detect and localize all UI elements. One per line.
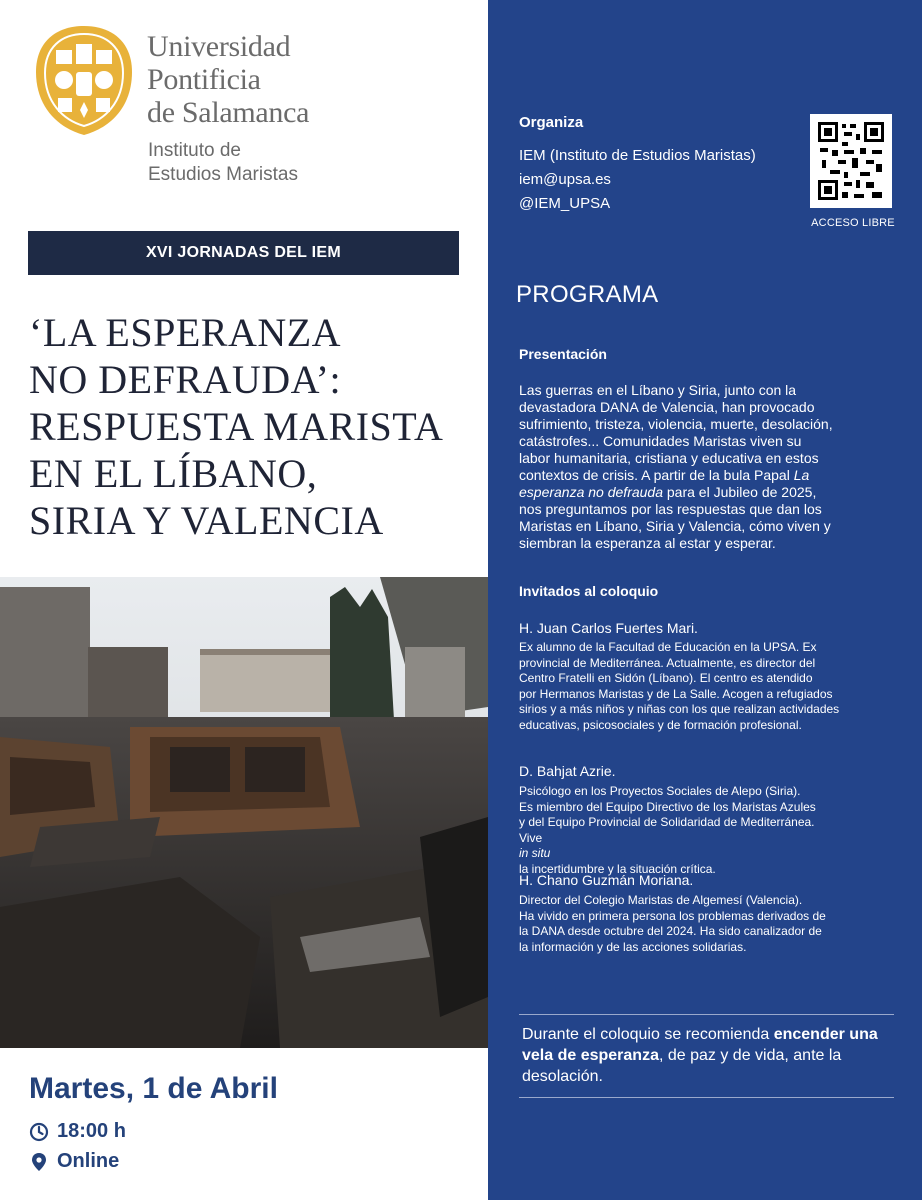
- guest-bio-line: Ha vivido en primera persona los problemas derivados de: [519, 908, 826, 923]
- guest-name: H. Chano Guzmán Moriana.: [519, 872, 694, 888]
- university-seal-logo: [32, 22, 136, 139]
- qr-caption: ACCESO LIBRE: [811, 217, 895, 229]
- clock-icon: [29, 1122, 49, 1142]
- callout-divider-top: [519, 1014, 894, 1015]
- destruction-photo: [0, 577, 488, 1048]
- guest-bio-line: Director del Colegio Maristas de Algemesí (Valencia).: [519, 893, 803, 907]
- bio-italic-segment: in situ: [519, 846, 551, 860]
- event-date: Martes, 1 de Abril: [29, 1072, 278, 1105]
- university-name: [147, 30, 309, 129]
- organiza-label: Organiza: [519, 114, 584, 131]
- event-place: Online: [57, 1150, 120, 1172]
- guest-name: H. Juan Carlos Fuertes Mari.: [519, 620, 698, 636]
- guest-bio-line: [519, 831, 911, 878]
- institute-name-line: Instituto de: [148, 140, 241, 161]
- title-line: NO DEFRAUDA’:: [29, 357, 342, 402]
- university-name-line: Universidad: [147, 30, 291, 63]
- guest-bio-line: educativas, psicosociales y de formación profesional.: [519, 717, 802, 732]
- title-line: ‘LA ESPERANZA: [29, 310, 342, 355]
- callout-segment: Durante el coloquio se recomienda: [522, 1026, 774, 1043]
- pres-line: nos preguntamos por las respuestas que dan los: [519, 501, 822, 517]
- location-pin-icon: [29, 1152, 49, 1172]
- organizer-email-link[interactable]: iem@upsa.es: [519, 171, 611, 188]
- pres-segment: para el Jubileo de 2025,: [663, 484, 817, 500]
- event-time: 18:00 h: [57, 1120, 126, 1142]
- guest-name: D. Bahjat Azrie.: [519, 763, 616, 779]
- pres-italic-segment: La: [793, 467, 810, 483]
- programa-heading: PROGRAMA: [516, 281, 659, 308]
- event-place-row: [29, 1150, 119, 1173]
- pres-line: labor humanitaria, cristiana y educativa en estos: [519, 450, 819, 466]
- title-line: RESPUESTA MARISTA: [29, 404, 444, 449]
- guest-bio-line: Psicólogo en los Proyectos Sociales de Alepo (Siria).: [519, 784, 801, 798]
- pres-line: devastadora DANA de Valencia, han provocado: [519, 399, 815, 415]
- guest-bio-line: por Hermanos Maristas y de La Salle. Acogen a refugiados: [519, 686, 833, 701]
- guest-bio-line: Es miembro del Equipo Directivo de los Maristas Azules: [519, 799, 816, 814]
- organizer-info: [519, 144, 756, 216]
- guest-bio: [519, 640, 911, 733]
- institute-name-line: Estudios Maristas: [148, 164, 298, 185]
- pres-line: catástrofes... Comunidades Maristas viven su: [519, 433, 802, 449]
- guest-bio-line: provincial de Mediterránea. Actualmente, es director del: [519, 655, 816, 670]
- guest-bio: [519, 784, 911, 877]
- pres-line: Maristas en Líbano, Siria y Valencia, cómo viven y: [519, 518, 831, 534]
- pres-line: [519, 484, 909, 501]
- qr-code[interactable]: [810, 114, 892, 208]
- institute-name: [148, 139, 298, 187]
- bio-segment: Vive: [519, 830, 543, 845]
- pres-line: siembran la esperanza al estar y esperar.: [519, 535, 776, 551]
- pres-italic-segment: esperanza no defrauda: [519, 484, 663, 500]
- organizer-name: IEM (Instituto de Estudios Maristas): [519, 147, 756, 164]
- callout-segment: , de paz y de vida, ante la desolación.: [522, 1047, 842, 1085]
- candle-callout: [522, 1024, 907, 1087]
- guest-bio: [519, 893, 911, 955]
- right-column: [488, 0, 922, 1200]
- presentacion-text: [519, 382, 909, 552]
- guest-bio-line: Ex alumno de la Facultad de Educación en la UPSA. Ex: [519, 640, 817, 654]
- pres-line: Las guerras en el Líbano y Siria, junto con la: [519, 382, 797, 398]
- pres-line: sufrimiento, tristeza, violencia, muerte, desolación,: [519, 416, 833, 432]
- pres-segment: contextos de crisis. A partir de la bula Papal: [519, 467, 794, 483]
- title-line: EN EL LÍBANO,: [29, 451, 318, 496]
- organizer-handle-link[interactable]: @IEM_UPSA: [519, 195, 611, 212]
- pres-line: [519, 467, 909, 484]
- guest-bio-line: Centro Fratelli en Sidón (Líbano). El centro es atendido: [519, 671, 813, 685]
- title-line: SIRIA Y VALENCIA: [29, 498, 384, 543]
- guest-bio-line: la DANA desde octubre del 2024. Ha sido canalizador de: [519, 924, 822, 938]
- callout-divider-bottom: [519, 1097, 894, 1098]
- event-time-row: [29, 1120, 126, 1143]
- invitados-heading: Invitados al coloquio: [519, 583, 659, 599]
- guest-bio-line: y del Equipo Provincial de Solidaridad de Mediterránea.: [519, 815, 815, 829]
- guest-bio-line: la información y de las acciones solidarias.: [519, 939, 747, 954]
- university-name-line: de Salamanca: [147, 96, 310, 129]
- event-title: [29, 309, 479, 544]
- presentacion-heading: Presentación: [519, 346, 607, 362]
- callout-bold-segment: encender una vela de esperanza: [522, 1026, 878, 1064]
- bio-segment: la incertidumbre y la situación crítica.: [519, 861, 716, 876]
- jornadas-banner: XVI JORNADAS DEL IEM: [28, 231, 459, 275]
- guest-bio-line: sirios y a más niños y niñas con los que realizan actividades: [519, 702, 840, 716]
- university-name-line: Pontificia: [147, 63, 261, 96]
